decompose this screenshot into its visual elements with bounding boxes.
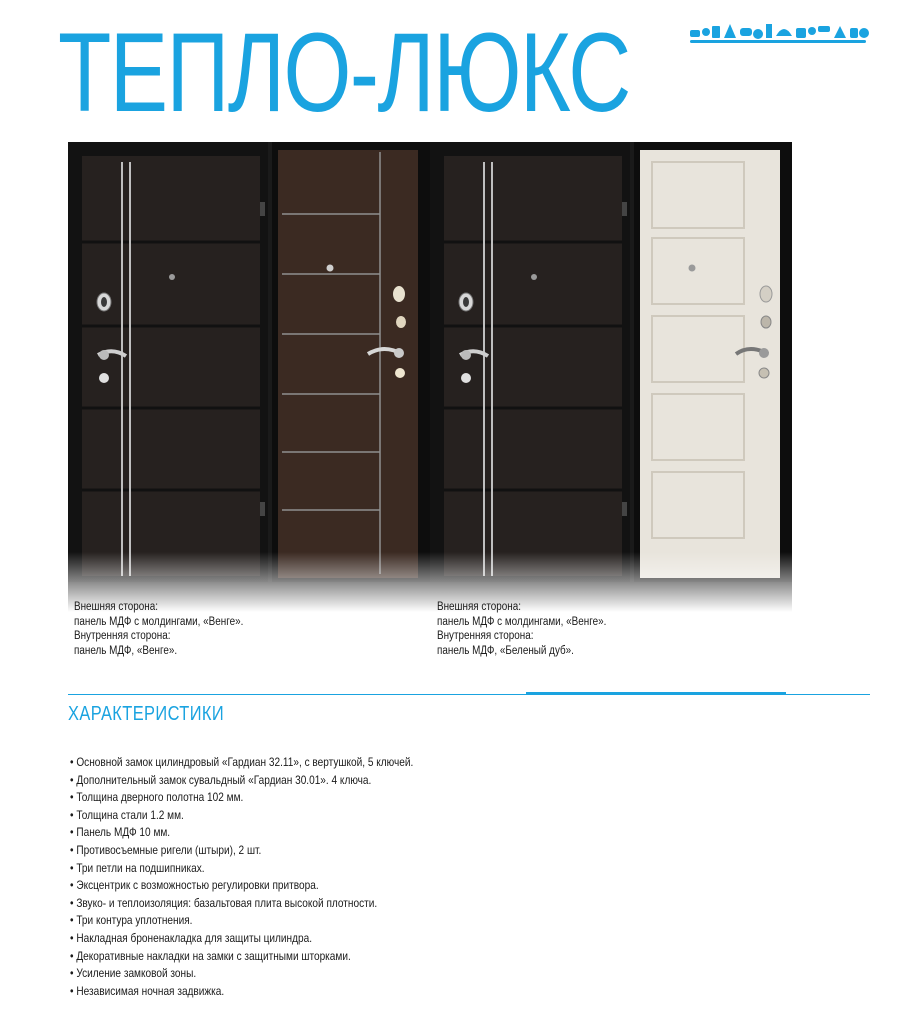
caption-line: панель МДФ с молдингами, «Венге». [437, 615, 607, 628]
list-item: • Эксцентрик с возможностью регулировки притвора. [70, 877, 473, 895]
door-photo-venge-bleached-oak [430, 142, 792, 612]
page-title: ТЕПЛО-ЛЮКС [58, 10, 630, 135]
door-caption-venge-bleached-oak [437, 600, 712, 658]
caption-line: панель МДФ, «Беленый дуб». [437, 644, 574, 657]
door-photo-venge-venge [68, 142, 430, 612]
list-item: • Декоративные накладки на замки с защитными шторками. [70, 948, 473, 966]
caption-line: Внешняя сторона: [74, 601, 158, 613]
list-item: • Три петли на подшипниках. [70, 860, 473, 878]
list-item: • Толщина дверного полотна 102 мм. [70, 789, 473, 807]
list-item: • Дополнительный замок сувальдный «Гардиан 30.01». 4 ключа. [70, 772, 473, 790]
list-item: • Усиление замковой зоны. [70, 965, 473, 983]
caption-line: Внешняя сторона: [437, 601, 521, 613]
list-item: • Основной замок цилиндровый «Гардиан 32.11», с вертушкой, 5 ключей. [70, 754, 473, 772]
caption-line: панель МДФ, «Венге». [74, 644, 178, 657]
list-item: • Противосъемные ригели (штыри), 2 шт. [70, 842, 473, 860]
list-item: • Накладная броненакладка для защиты цилиндра. [70, 930, 473, 948]
section-divider-accent [526, 692, 786, 695]
brand-logo-ornament [688, 18, 870, 48]
characteristics-heading: ХАРАКТЕРИСТИКИ [68, 703, 225, 725]
list-item: • Панель МДФ 10 мм. [70, 824, 473, 842]
list-item: • Толщина стали 1.2 мм. [70, 807, 473, 825]
characteristics-list [70, 754, 473, 1000]
list-item: • Звуко- и теплоизоляция: базальтовая плита высокой плотности. [70, 895, 473, 913]
caption-line: Внутренняя сторона: [74, 630, 171, 642]
list-item: • Три контура уплотнения. [70, 912, 473, 930]
caption-line: Внутренняя сторона: [437, 630, 534, 642]
list-item: • Независимая ночная задвижка. [70, 983, 473, 1001]
caption-line: панель МДФ с молдингами, «Венге». [74, 615, 244, 628]
door-caption-venge-venge [74, 600, 349, 658]
